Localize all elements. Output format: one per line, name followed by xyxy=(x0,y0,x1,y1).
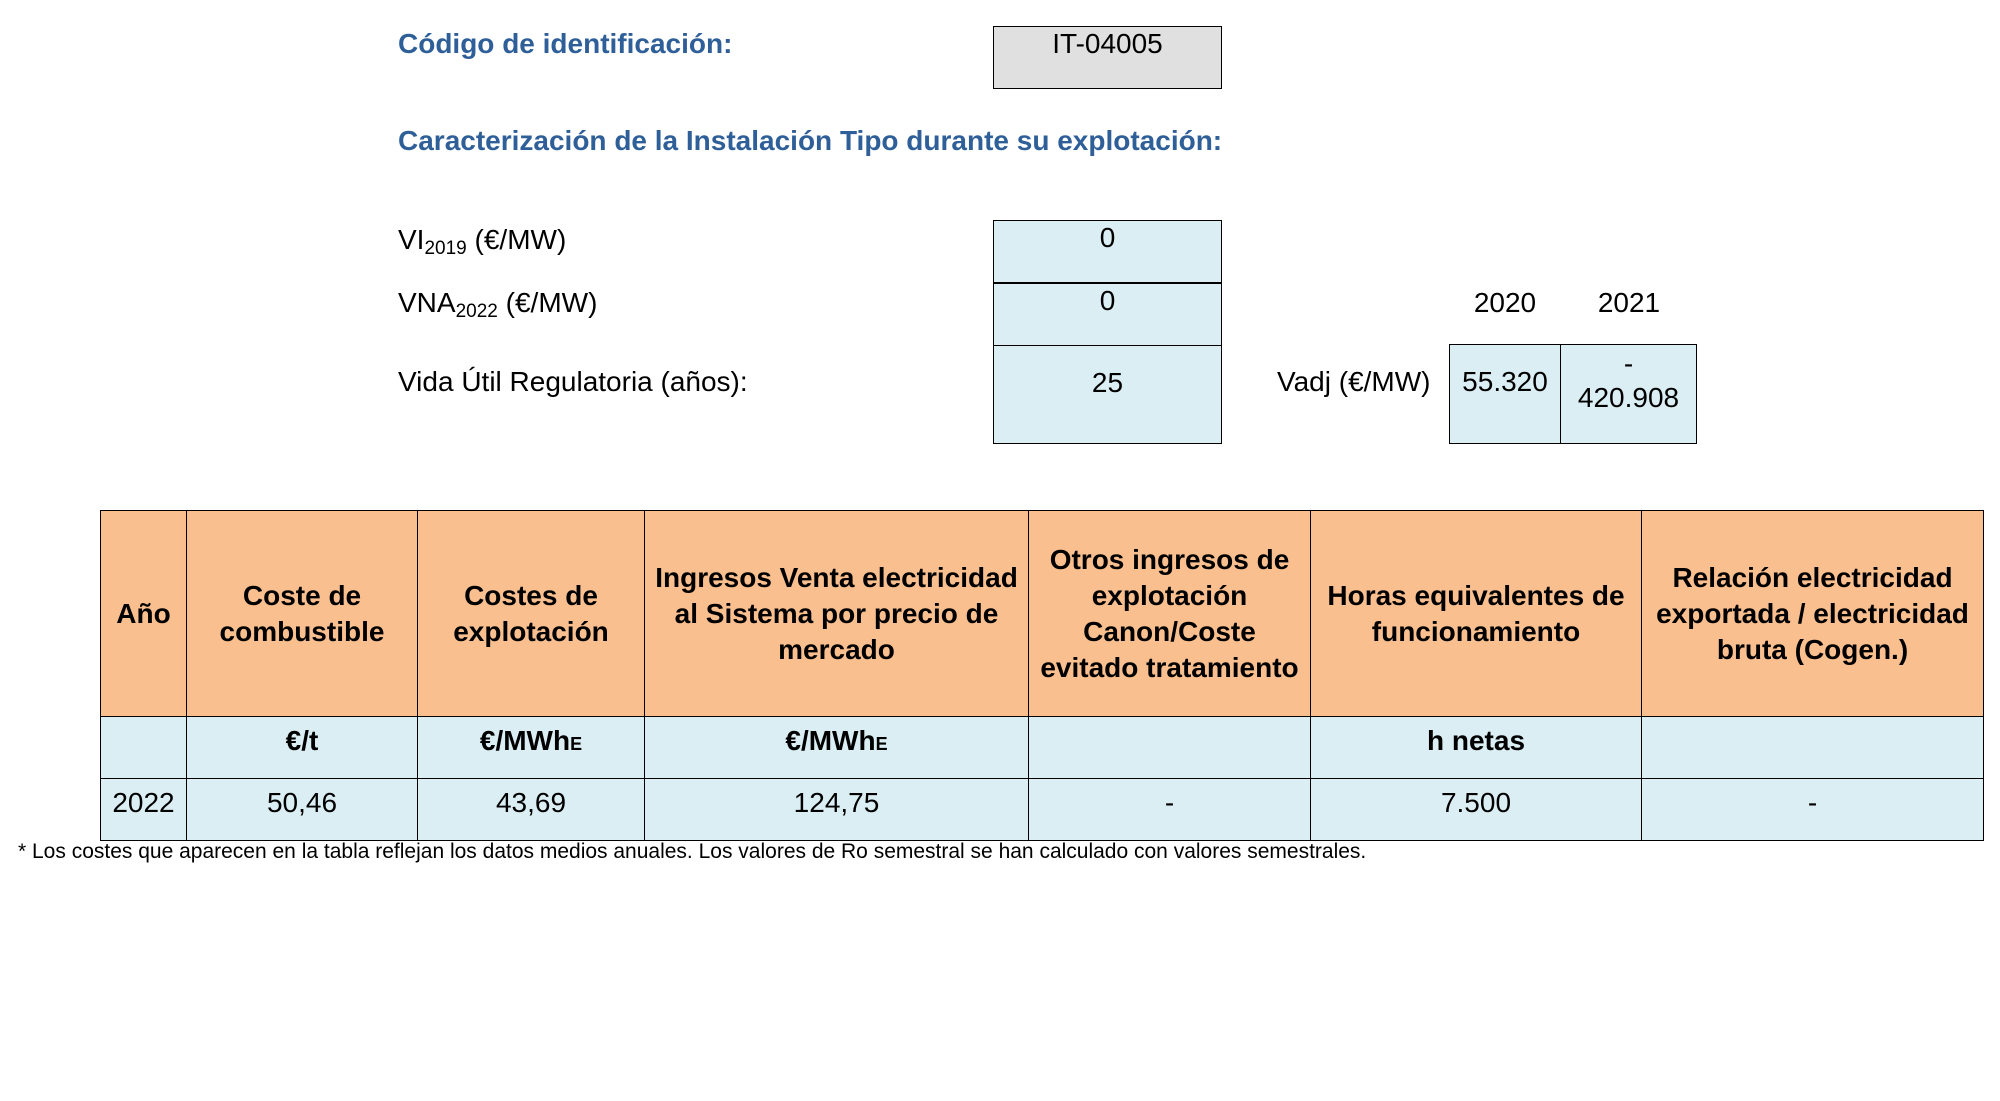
vadj-year-2020: 2020 xyxy=(1473,287,1537,318)
vadj-label: Vadj (€/MW) xyxy=(1277,366,1431,397)
section-title: Caracterización de la Instalación Tipo durante su explotación: xyxy=(398,125,1223,156)
vadj-value-2021 xyxy=(1560,344,1697,444)
table-units-row xyxy=(101,717,1984,779)
unit-coste-combustible: €/t xyxy=(187,717,418,779)
unit-ingresos-venta: €/MWhE xyxy=(645,717,1029,779)
vadj-value-2021-sign: - xyxy=(1623,348,1634,379)
unit-otros-ingresos xyxy=(1029,717,1311,779)
header-costes-explotacion: Costes de explotación xyxy=(418,511,645,717)
unit-relacion-electricidad xyxy=(1642,717,1984,779)
footnote: * Los costes que aparecen en la tabla reflejan los datos medios anuales. Los valores de Ro semestral se han calculado con valores semestrales. xyxy=(18,840,1367,863)
vida-value-box: 25 xyxy=(993,345,1222,444)
cost-table xyxy=(100,510,1984,841)
vadj-value-2021-number: 420.908 xyxy=(1577,382,1680,413)
vna-label: $VNA_{2022}$ (€/MW) xyxy=(398,287,598,322)
vi-label: $VI_{2019}$ (€/MW) xyxy=(398,224,567,259)
unit-ano xyxy=(101,717,187,779)
header-coste-combustible: Coste de combustible xyxy=(187,511,418,717)
vida-label: Vida Útil Regulatoria (años): xyxy=(398,366,748,397)
table-header-row xyxy=(101,511,1984,717)
vna-value-box: 0 xyxy=(993,283,1222,346)
table-row xyxy=(101,779,1984,841)
header-ano: Año xyxy=(101,511,187,717)
header-horas-equivalentes: Horas equivalentes de funcionamiento xyxy=(1311,511,1642,717)
cell-ano: 2022 xyxy=(101,779,187,841)
header-otros-ingresos: Otros ingresos de explotación Canon/Coste evitado tratamiento xyxy=(1029,511,1311,717)
vadj-year-2021: 2021 xyxy=(1597,287,1661,318)
header-ingresos-venta: Ingresos Venta electricidad al Sistema por precio de mercado xyxy=(645,511,1029,717)
unit-horas-equivalentes: h netas xyxy=(1311,717,1642,779)
code-label: Código de identificación: xyxy=(398,28,733,59)
cell-ingresos-venta: 124,75 xyxy=(645,779,1029,841)
code-value-box: IT-04005 xyxy=(993,26,1222,89)
vi-value-box: 0 xyxy=(993,220,1222,283)
cell-relacion-electricidad: - xyxy=(1642,779,1984,841)
vadj-value-2020: 55.320 xyxy=(1449,344,1561,444)
header-relacion-electricidad: Relación electricidad exportada / electricidad bruta (Cogen.) xyxy=(1642,511,1984,717)
cell-costes-explotacion: 43,69 xyxy=(418,779,645,841)
cell-horas-equivalentes: 7.500 xyxy=(1311,779,1642,841)
cell-otros-ingresos: - xyxy=(1029,779,1311,841)
cell-coste-combustible: 50,46 xyxy=(187,779,418,841)
unit-costes-explotacion: €/MWhE xyxy=(418,717,645,779)
